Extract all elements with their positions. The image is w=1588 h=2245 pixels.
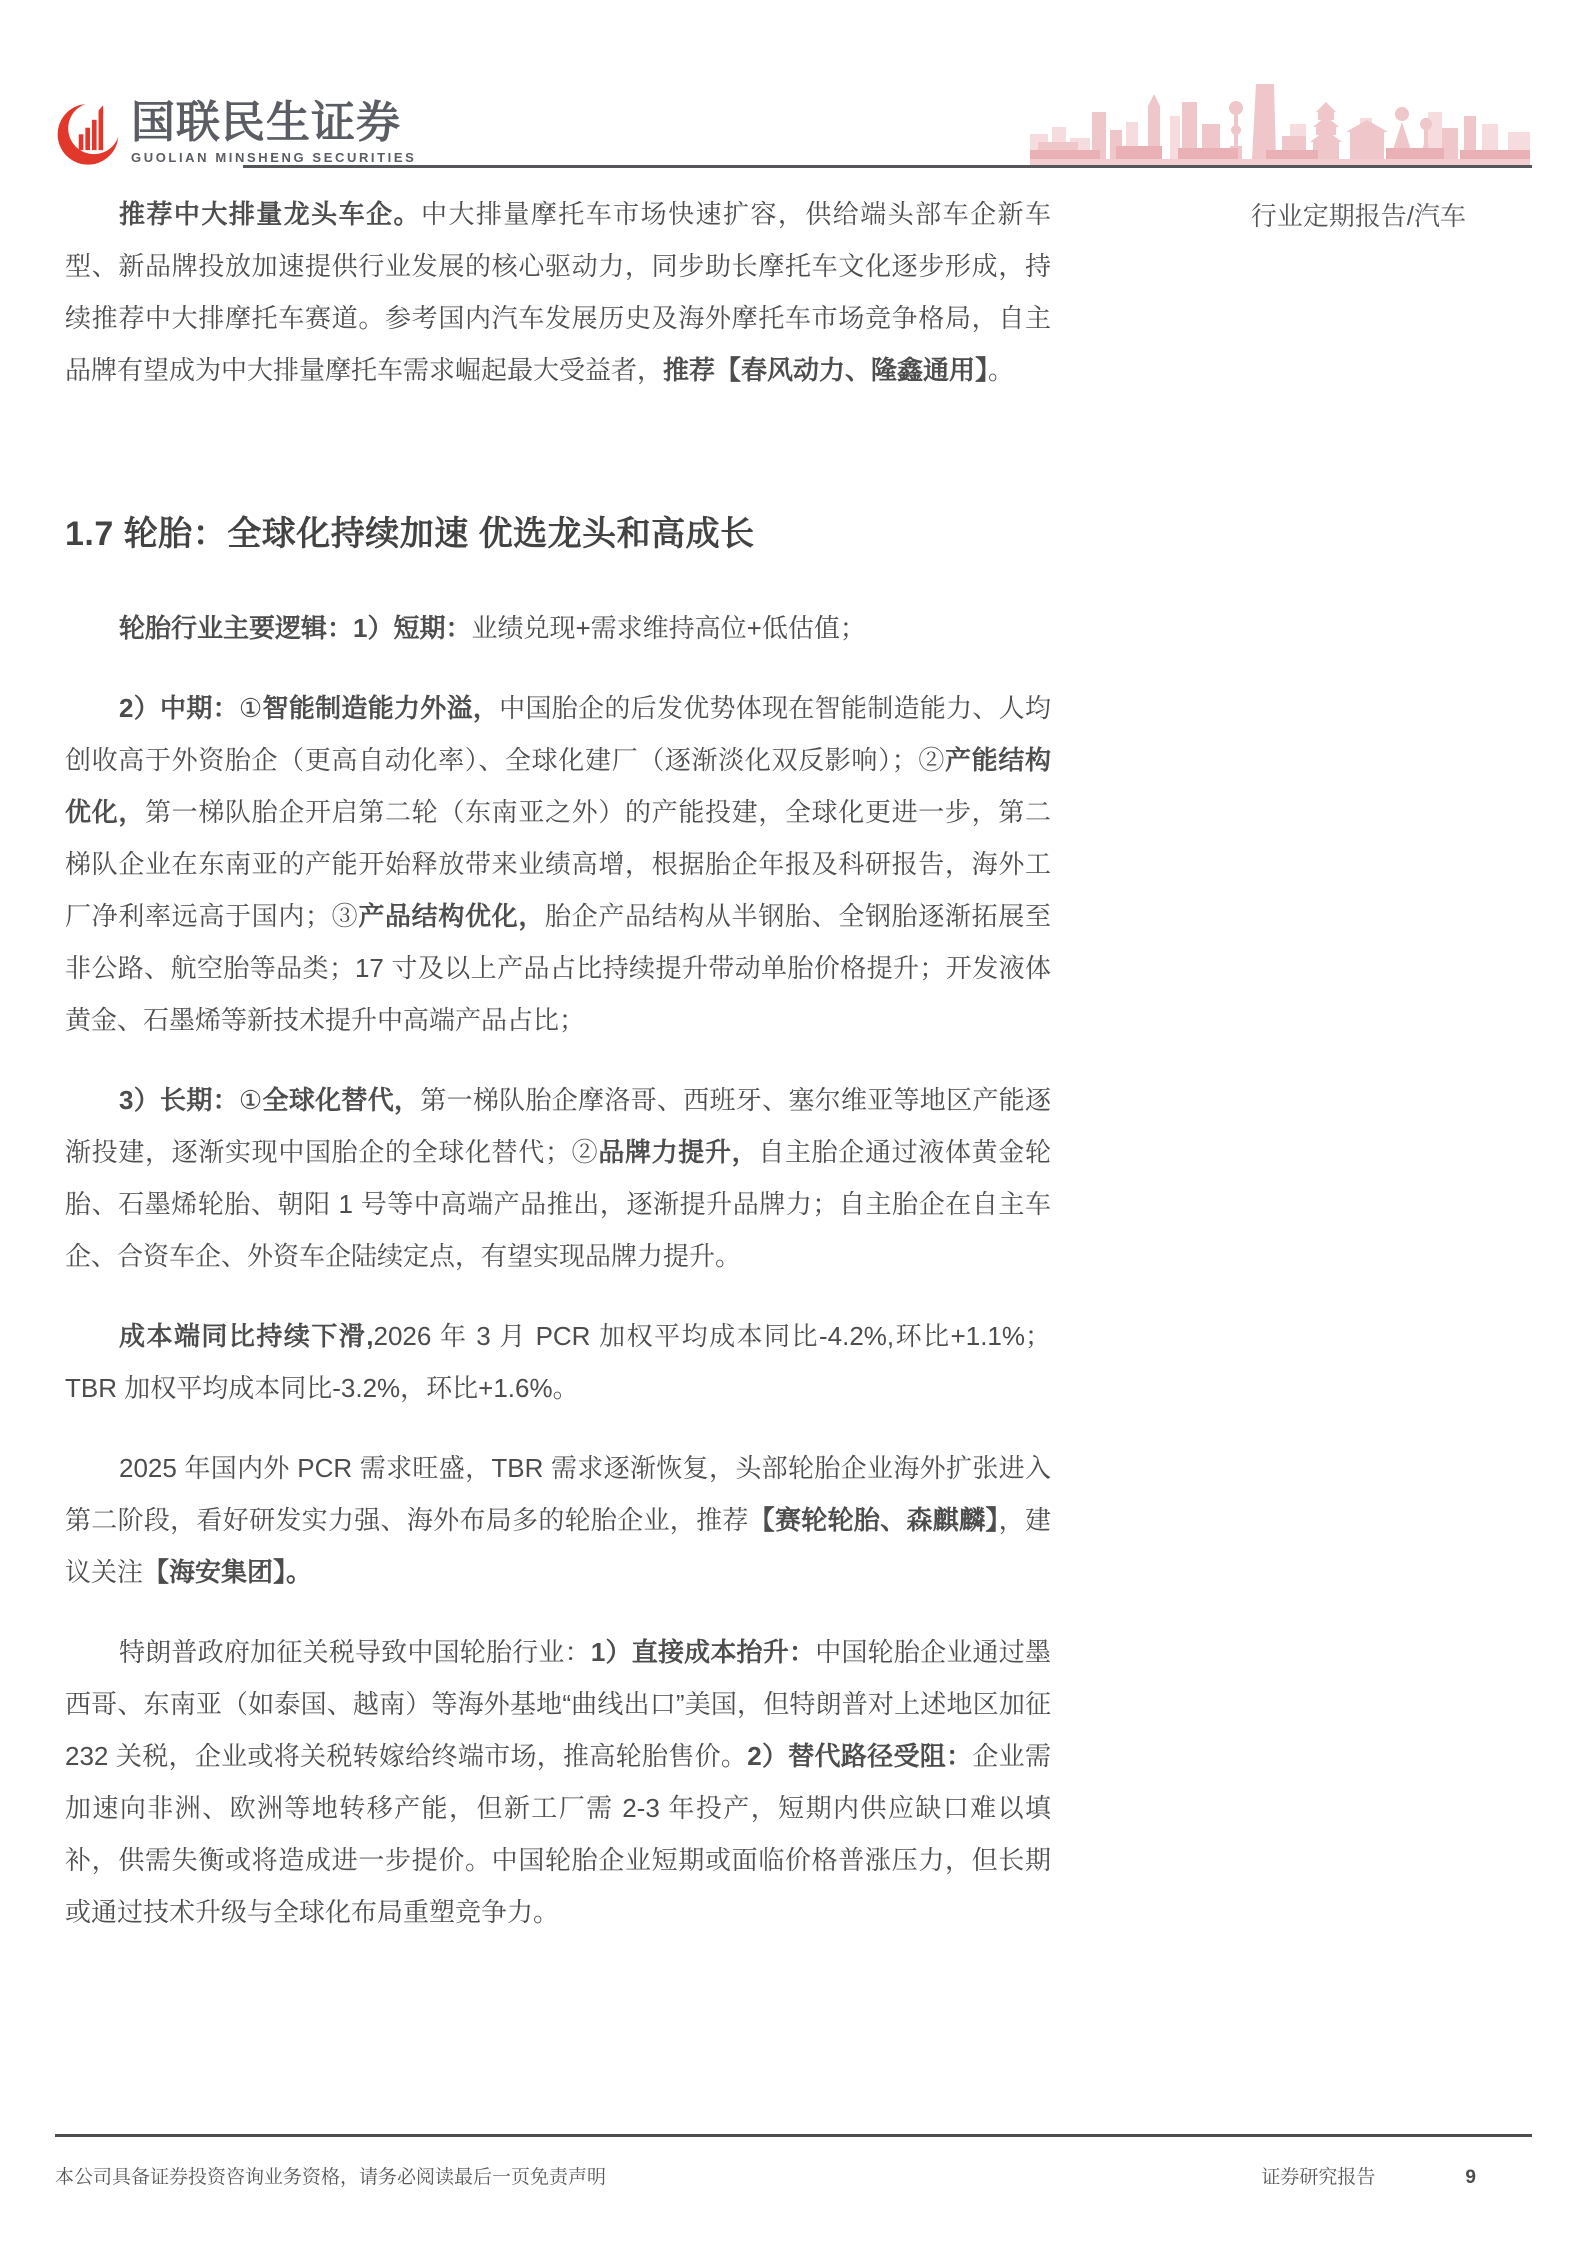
text-run: 企业需加速向非洲、欧洲等地转移产能，但新工厂需 2-3 年投产，短期内供应缺口难以填补，供需失衡或将造成进一步提价。中国轮胎企业短期或面临价格普涨压力，但长期或通过技术升级与全球化布局重塑竞争力。	[65, 1740, 1051, 1927]
text-run-bold: 品牌力提升，	[598, 1136, 759, 1167]
paragraph	[65, 1442, 1051, 1598]
text-run: 特朗普政府加征关税导致中国轮胎行业：	[119, 1636, 591, 1667]
text-run: 中国轮胎企业通过墨西哥、东南亚（如泰国、越南）等海外基地“曲线出口”美国，但特朗普对上述地区加征 232 关税，企业或将关税转嫁给终端市场，推高轮胎售价。	[65, 1636, 1051, 1771]
header-divider	[243, 165, 1532, 168]
paragraph	[65, 188, 1051, 396]
text-run-bold: 【海安集团】。	[143, 1556, 313, 1587]
text-run: 第一梯队胎企开启第二轮（东南亚之外）的产能投建，全球化更进一步，第二梯队企业在东南亚的产能开始释放带来业绩高增，根据胎企年报及科研报告，海外工厂净利率远高于国内；③	[65, 796, 1051, 931]
text-run-bold: 产品结构优化，	[358, 900, 545, 931]
footer-report-category: 证券研究报告	[1261, 2167, 1376, 2188]
logo-mark-icon	[55, 100, 121, 166]
paragraph	[65, 682, 1051, 1046]
text-run: 2026 年 3 月 PCR 加权平均成本同比-4.2%,环比+1.1%；TBR 加权平均成本同比-3.2%，环比+1.6%。	[65, 1320, 1051, 1403]
logo-text-block	[131, 100, 416, 165]
text-run: ①	[238, 692, 263, 723]
document-body	[65, 188, 1051, 1966]
text-run-bold: 产能结构优化，	[65, 744, 1051, 827]
company-logo	[55, 100, 416, 166]
text-run: 2025 年国内外 PCR 需求旺盛，TBR 需求逐渐恢复，头部轮胎企业海外扩张进入第二阶段，看好研发实力强、海外布局多的轮胎企业，推荐	[65, 1452, 1051, 1535]
text-run: 。	[988, 355, 1015, 385]
text-run-bold: 2）替代路径受阻：	[747, 1740, 973, 1771]
text-run: 第一梯队胎企摩洛哥、西班牙、塞尔维亚等地区产能逐渐投建，逐渐实现中国胎企的全球化替代；②	[65, 1084, 1051, 1167]
text-run-bold: 【赛轮轮胎、森麒麟】	[748, 1504, 999, 1535]
section-heading	[65, 512, 1051, 558]
city-skyline-icon	[1030, 72, 1530, 165]
text-run: 业绩兑现+需求维持高位+低估值；	[471, 612, 866, 643]
text-run-bold: 全球化替代，	[262, 1084, 421, 1115]
footer-right-block	[1261, 2162, 1532, 2189]
paragraph	[65, 1626, 1051, 1938]
logo-company-name: 国联民生证券	[131, 98, 401, 147]
text-run: ，建议关注	[65, 1504, 1051, 1587]
logo-company-name-en: GUOLIAN MINSHENG SECURITIES	[131, 150, 417, 166]
text-run-bold: 推荐中大排量龙头车企。	[119, 199, 421, 229]
text-run-bold: 2）中期：	[119, 692, 239, 723]
text-run-bold: 3）长期：	[119, 1084, 239, 1115]
text-run-bold: 成本端同比持续下滑,	[119, 1320, 374, 1351]
header-skyline-graphic	[1030, 72, 1530, 231]
text-run: 自主胎企通过液体黄金轮胎、石墨烯轮胎、朝阳 1 号等中高端产品推出，逐渐提升品牌力；自主胎企在自主车企、合资车企、外资车企陆续定点，有望实现品牌力提升。	[65, 1136, 1051, 1271]
text-run: 中大排量摩托车市场快速扩容，供给端头部车企新车型、新品牌投放加速提供行业发展的核心驱动力，同步助长摩托车文化逐步形成，持续推荐中大排摩托车赛道。参考国内汽车发展历史及海外摩托车市场竞争格局，自主品牌有望成为中大排量摩托车需求崛起最大受益者，	[65, 199, 1051, 385]
paragraph	[65, 602, 1051, 654]
text-run-bold: 1.7 轮胎：全球化持续加速 优选龙头和高成长	[65, 515, 755, 553]
footer-divider	[55, 2134, 1532, 2137]
text-run-bold: 智能制造能力外溢，	[262, 692, 500, 723]
report-type-label: 行业定期报告/汽车	[1250, 201, 1466, 231]
paragraph	[65, 1310, 1051, 1414]
page-footer	[55, 2162, 1532, 2189]
paragraph	[65, 1074, 1051, 1282]
text-run-bold: 推荐【春风动力、隆鑫通用】	[663, 355, 989, 385]
text-run-bold: 轮胎行业主要逻辑：1）短期：	[119, 612, 472, 643]
text-run: 中国胎企的后发优势体现在智能制造能力、人均创收高于外资胎企（更高自动化率）、全球化建厂（逐渐淡化双反影响）；②	[65, 692, 1051, 775]
text-run: ①	[238, 1084, 263, 1115]
text-run: 胎企产品结构从半钢胎、全钢胎逐渐拓展至非公路、航空胎等品类；17 寸及以上产品占比持续提升带动单胎价格提升；开发液体黄金、石墨烯等新技术提升中高端产品占比；	[65, 900, 1051, 1035]
text-run-bold: 1）直接成本抬升：	[590, 1636, 816, 1667]
page-number: 9	[1465, 2167, 1476, 2188]
footer-disclaimer: 本公司具备证券投资咨询业务资格，请务必阅读最后一页免责声明	[55, 2167, 607, 2188]
